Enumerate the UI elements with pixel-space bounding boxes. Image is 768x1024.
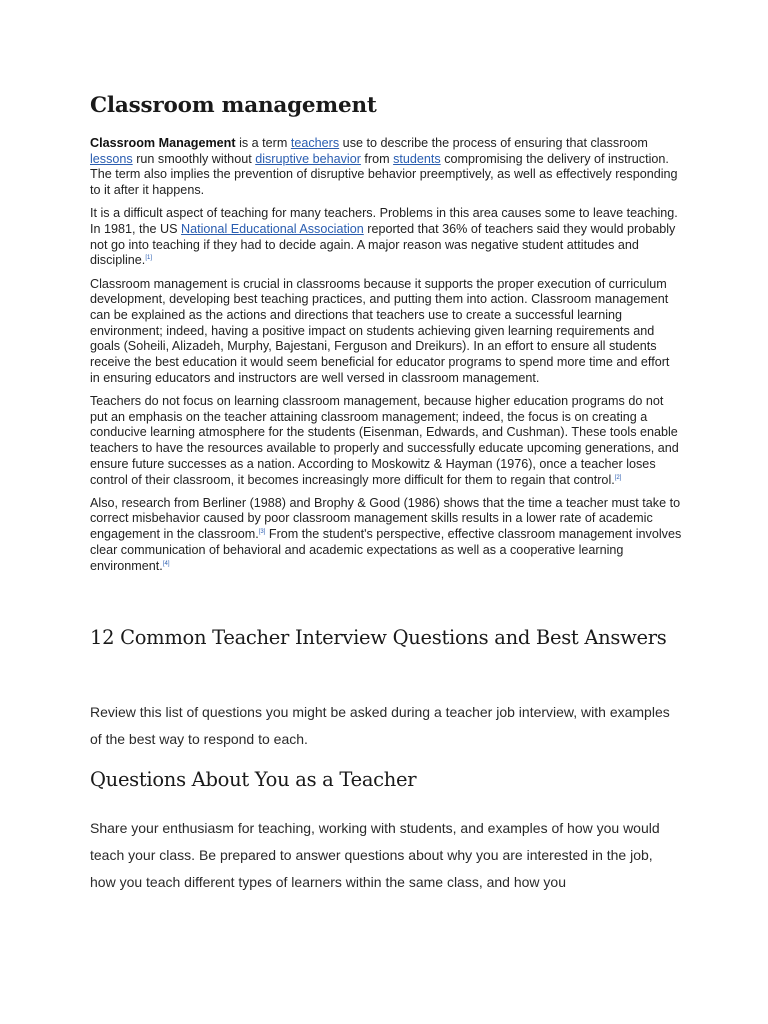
text-run: From the student's perspective, effective classroom management involves clear communication of behavioral and academic expectations as well as a cooperative learning environment. <box>90 527 682 573</box>
text-run: Teachers do not focus on learning classroom management, because higher education programs do not put an emphasis on the teacher attaining classroom management; indeed, the focus is on creating a conducive learning atmosphere for the students (Eisenman, Edwards, and Cushman). These tools enable teachers to have the resources available to properly and successfully educate upcoming generations, and ensure future successes as a nation. According to Moskowitz & Hayman (1976), once a teacher loses control of their classroom, it becomes increasingly more difficult for them to regain that control. <box>90 394 679 487</box>
link-teachers[interactable]: teachers <box>290 136 340 150</box>
paragraph-definition <box>90 136 682 199</box>
text-run: Also, research from Berliner (1988) and Brophy & Good (1986) shows that the time a teacher must take to correct misbehavior caused by poor classroom management skills results in a lower rate of academic engagement in the classroom. <box>90 495 681 542</box>
citation-3[interactable]: [3] <box>258 529 266 536</box>
text-run: compromising the delivery of instruction. The term also implies the prevention of disruptive behavior preemptively, as well as effectively responding to it after it happens. <box>90 151 678 198</box>
about-you-heading: Questions About You as a Teacher <box>90 768 417 791</box>
article-body <box>90 136 682 582</box>
bold-term: Classroom Management <box>90 136 236 150</box>
citation-1[interactable]: [1] <box>145 255 152 262</box>
text-run: run smoothly without <box>132 151 256 166</box>
interview-questions-heading: 12 Common Teacher Interview Questions and Best Answers <box>90 626 667 649</box>
text-run: reported that 36% of teachers said they would probably not go into teaching if they had to decide again. A major reason was negative student attitudes and discipline. <box>90 222 676 268</box>
text-run: from <box>360 151 394 166</box>
link-national-educational-association[interactable]: National Educational Association <box>181 222 364 237</box>
text-run: It is a difficult aspect of teaching for many teachers. Problems in this area causes some to leave teaching. In 1981, the US <box>90 206 678 237</box>
citation-2[interactable]: [2] <box>614 474 622 481</box>
text-run: use to describe the process of ensuring that classroom <box>339 136 648 150</box>
paragraph-difficulty <box>90 206 682 269</box>
paragraph-research <box>90 496 682 575</box>
paragraph-teacher-focus <box>90 394 682 488</box>
about-you-paragraph: Share your enthusiasm for teaching, working with students, and examples of how you would teach your class. Be prepared to answer questions about why you are interested in the job, how you teach different types of learners within the same class, and how you <box>90 820 660 890</box>
link-disruptive-behavior[interactable]: disruptive behavior <box>255 151 361 166</box>
page-title: Classroom management <box>90 93 377 118</box>
link-students[interactable]: students <box>393 151 441 166</box>
paragraph-importance: Classroom management is crucial in classrooms because it supports the proper execution of curriculum development, developing best teaching practices, and putting them into action. Classroom management can be explained as the actions and directions that teachers use to create a successful learning environment; indeed, having a positive impact on students achieving given learning requirements and goals (Soheili, Alizadeh, Murphy, Bajestani, Ferguson and Dreikurs). In an effort to ensure all students receive the best education it would seem beneficial for educator programs to spend more time and effort in ensuring educators and instructors are well versed in classroom management. <box>90 276 670 385</box>
link-lessons[interactable]: lessons <box>90 151 133 166</box>
text-run: is a term <box>235 136 291 150</box>
interview-intro-paragraph: Review this list of questions you might be asked during a teacher job interview, with examples of the best way to respond to each. <box>90 704 670 747</box>
citation-4[interactable]: [4] <box>162 560 170 567</box>
